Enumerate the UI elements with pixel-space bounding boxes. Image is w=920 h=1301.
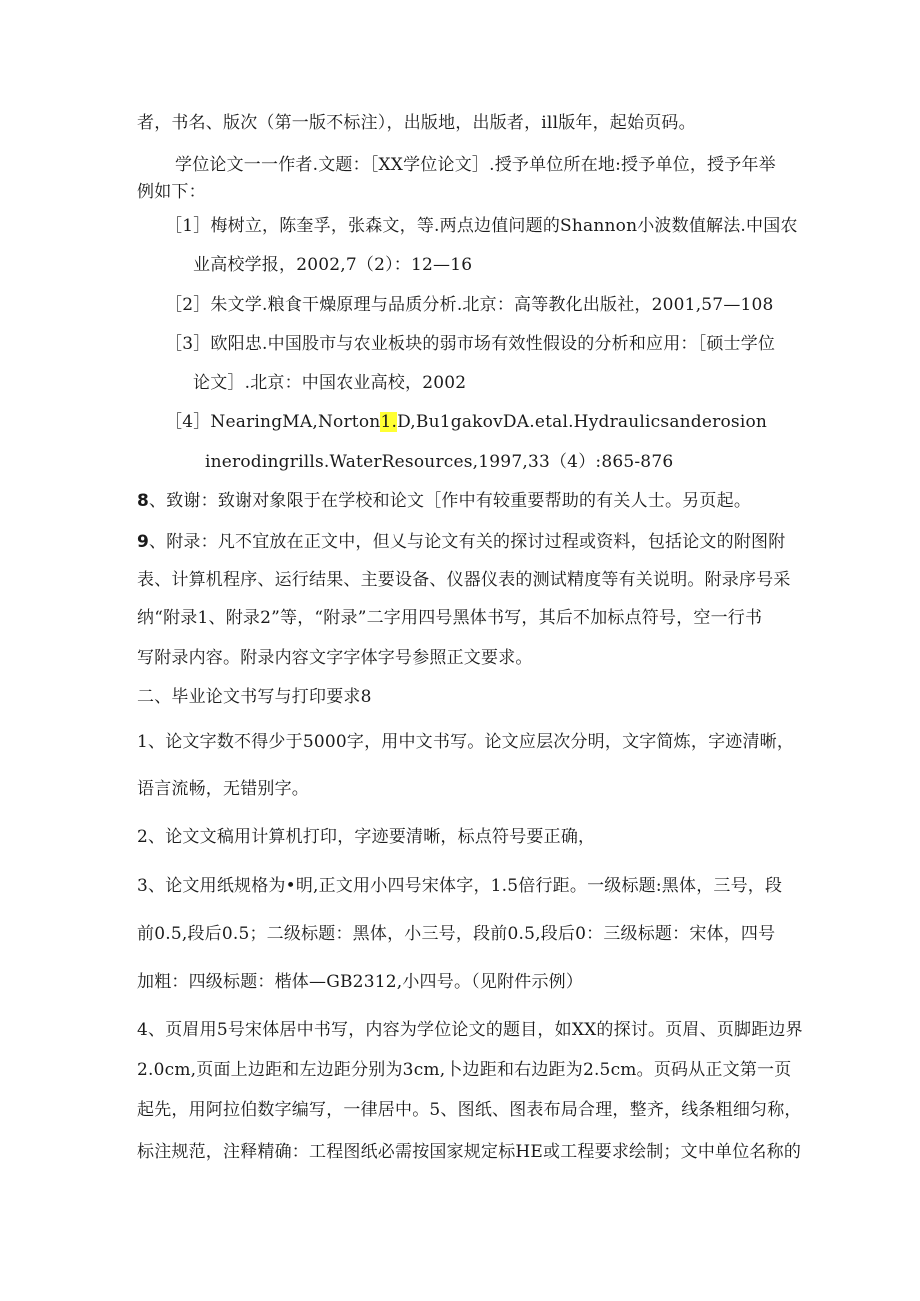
item-4-line-1: 4、页眉用5号宋体居中书写，内容为学位论文的题目，如XX的探讨。页眉、页脚距边界 [137, 1020, 803, 1040]
reference-number: ［4］ [165, 412, 211, 432]
item-1-line-2: 语言流畅，无错别字。 [137, 779, 309, 799]
item-3-line-2: 前0.5,段后0.5；二级标题：黑体，小三号，段前0.5,段后0：三级标题：宋体，四号 [137, 924, 776, 944]
reference-number: ［1］ [165, 216, 211, 236]
section-9-line-4: 写附录内容。附录内容文字字体字号参照正文要求。 [137, 648, 533, 668]
item-4-line-3: 起先，用阿拉伯数字编写，一律居中。5、图纸、图表布局合理，整齐，线条粗细匀称， [137, 1100, 802, 1120]
reference-number: ［3］ [165, 334, 211, 354]
reference-4 [165, 410, 767, 434]
reference-text: 朱文学.粮食干燥原理与品质分析.北京：高等教化出版社，2001,57—108 [210, 295, 774, 315]
reference-text-a: NearingMA,Norton [210, 412, 381, 432]
reference-2 [165, 293, 774, 317]
reference-1 [165, 214, 798, 238]
item-2-line-1: 2、论文文稿用计算机打印，字迹要清晰，标点符号要正确， [137, 827, 596, 847]
section-number: 8 [137, 491, 150, 511]
highlighted-text: 1. [380, 412, 398, 432]
section-text: 、致谢：致谢对象限于在学校和论文［作中有较重要帮助的有关人士。另页起。 [149, 491, 752, 511]
item-1-line-1: 1、论文字数不得少于5000字，用中文书写。论文应层次分明，文字简炼，字迹清晰， [137, 732, 795, 752]
section-9-line-2: 表、计算机程序、运行结果、主要设备、仪器仪表的测试精度等有关说明。附录序号采 [137, 570, 791, 590]
section-8 [137, 489, 751, 513]
item-4-line-4: 标注规范，注释精确：工程图纸必需按国家规定标HE或工程要求绘制；文中单位名称的 [137, 1142, 802, 1162]
item-3-line-1: 3、论文用纸规格为•明,正文用小四号宋体字，1.5倍行距。一级标题:黑体，三号，段 [137, 876, 783, 896]
section-9-line-1 [137, 530, 785, 554]
reference-1-line-2: 业高校学报，2002,7（2）：12—16 [193, 255, 473, 275]
thesis-format-line-1: 学位论文一一作者.文题：［XX学位论文］.授予单位所在地:授予单位，授予年举 [175, 155, 776, 175]
section-9-line-3: 纳“附录1、附录2”等，“附录”二字用四号黑体书写，其后不加标点符号，空一行书 [137, 608, 763, 628]
text-line-top: 者，书名、版次（第一版不标注），出版地，出版者，ill版年，起始页码。 [137, 113, 696, 133]
reference-text-b: D,Bu1gakovDA.etal.Hydraulicsanderosion [397, 412, 768, 432]
reference-number: ［2］ [165, 295, 211, 315]
reference-4-line-2: inerodingrills.WaterResources,1997,33（4）:865-876 [205, 452, 674, 472]
reference-text: 梅树立，陈奎孚，张森文，等.两点边值问题的Shannon小波数值解法.中国农 [210, 216, 798, 236]
item-3-line-3: 加粗：四级标题：楷体—GB2312,小四号。（见附件示例） [137, 972, 584, 992]
thesis-format-line-2: 例如下： [137, 182, 206, 202]
item-4-line-2: 2.0cm,页面上边距和左边距分别为3cm,卜边距和右边距为2.5cm。页码从正文第一页 [137, 1060, 792, 1080]
section-text: 、附录：凡不宜放在正文中，但乂与论文有关的探讨过程或资料，包括论文的附图附 [149, 532, 786, 552]
reference-3-line-2: 论文］.北京：中国农业高校，2002 [193, 373, 467, 393]
section-number: 9 [137, 532, 150, 552]
reference-text: 欧阳忠.中国股市与农业板块的弱市场有效性假设的分析和应用：［硕士学位 [210, 334, 776, 354]
reference-3 [165, 332, 775, 356]
heading-requirements: 二、毕业论文书写与打印要求8 [137, 687, 372, 707]
